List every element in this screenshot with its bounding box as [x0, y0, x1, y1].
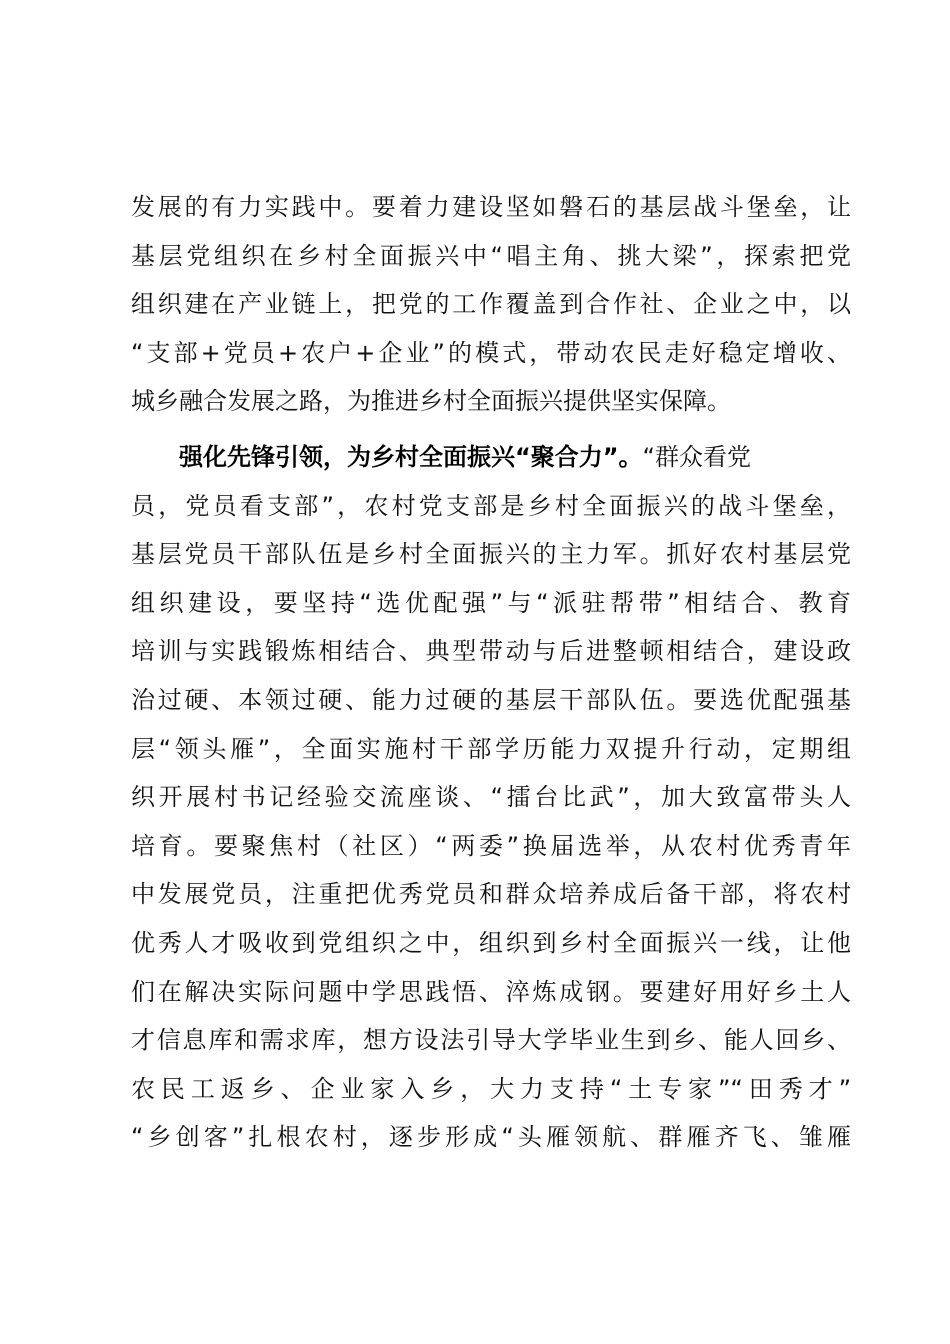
paragraph-2-line-5: 培训与实践锻炼相结合、典型带动与后进整顿相结合，建设政	[131, 637, 851, 666]
paragraph-1-line-4: “支部+党员+农户+企业”的模式，带动农民走好稳定增收、	[131, 338, 851, 367]
paragraph-2-first-line-rest: “群众看党	[642, 443, 751, 471]
paragraph-2-line-3: 基层党员干部队伍是乡村全面振兴的主力军。抓好农村基层党	[131, 540, 851, 569]
paragraph-2-line-15: “乡创客”扎根农村，逐步形成“头雁领航、群雁齐飞、雏雁	[131, 1123, 851, 1152]
paragraph-2-line-7: 层“领头雁”，全面实施村干部学历能力双提升行动，定期组	[131, 734, 851, 763]
paragraph-2-line-9: 培育。要聚焦村（社区）“两委”换届选举，从农村优秀青年	[131, 831, 851, 860]
paragraph-2-line-14: 农民工返乡、企业家入乡，大力支持“土专家”“田秀才”	[131, 1074, 851, 1103]
paragraph-1	[131, 183, 851, 426]
paragraph-2-line-12: 们在解决实际问题中学思践悟、淬炼成钢。要建好用好乡土人	[131, 977, 851, 1006]
paragraph-1-line-3: 组织建在产业链上，把党的工作覆盖到合作社、企业之中，以	[131, 290, 851, 319]
section-heading: 强化先锋引领，为乡村全面振兴“聚合力”。	[179, 443, 643, 471]
paragraph-2-line-2: 员，党员看支部”，农村党支部是乡村全面振兴的战斗堡垒，	[131, 491, 851, 520]
paragraph-2-line-4: 组织建设，要坚持“选优配强”与“派驻帮带”相结合、教育	[131, 588, 851, 617]
paragraph-2-first-line	[131, 433, 851, 482]
paragraph-2-line-6: 治过硬、本领过硬、能力过硬的基层干部队伍。要选优配强基	[131, 685, 851, 714]
paragraph-2-line-10: 中发展党员，注重把优秀党员和群众培养成后备干部，将农村	[131, 880, 851, 909]
paragraph-1-line-1: 发展的有力实践中。要着力建设坚如磐石的基层战斗堡垒，让	[131, 193, 851, 221]
paragraph-1-line-2: 基层党组织在乡村全面振兴中“唱主角、挑大梁”，探索把党	[131, 241, 851, 270]
paragraph-2-line-8: 织开展村书记经验交流座谈、“擂台比武”，加大致富带头人	[131, 783, 851, 812]
paragraph-1-line-5: 城乡融合发展之路，为推进乡村全面振兴提供坚实保障。	[131, 387, 731, 416]
paragraph-2-line-13: 才信息库和需求库，想方设法引导大学毕业生到乡、能人回乡、	[131, 1026, 851, 1055]
paragraph-2-line-11: 优秀人才吸收到党组织之中，组织到乡村全面振兴一线，让他	[131, 928, 851, 957]
paragraph-2	[131, 433, 851, 1162]
